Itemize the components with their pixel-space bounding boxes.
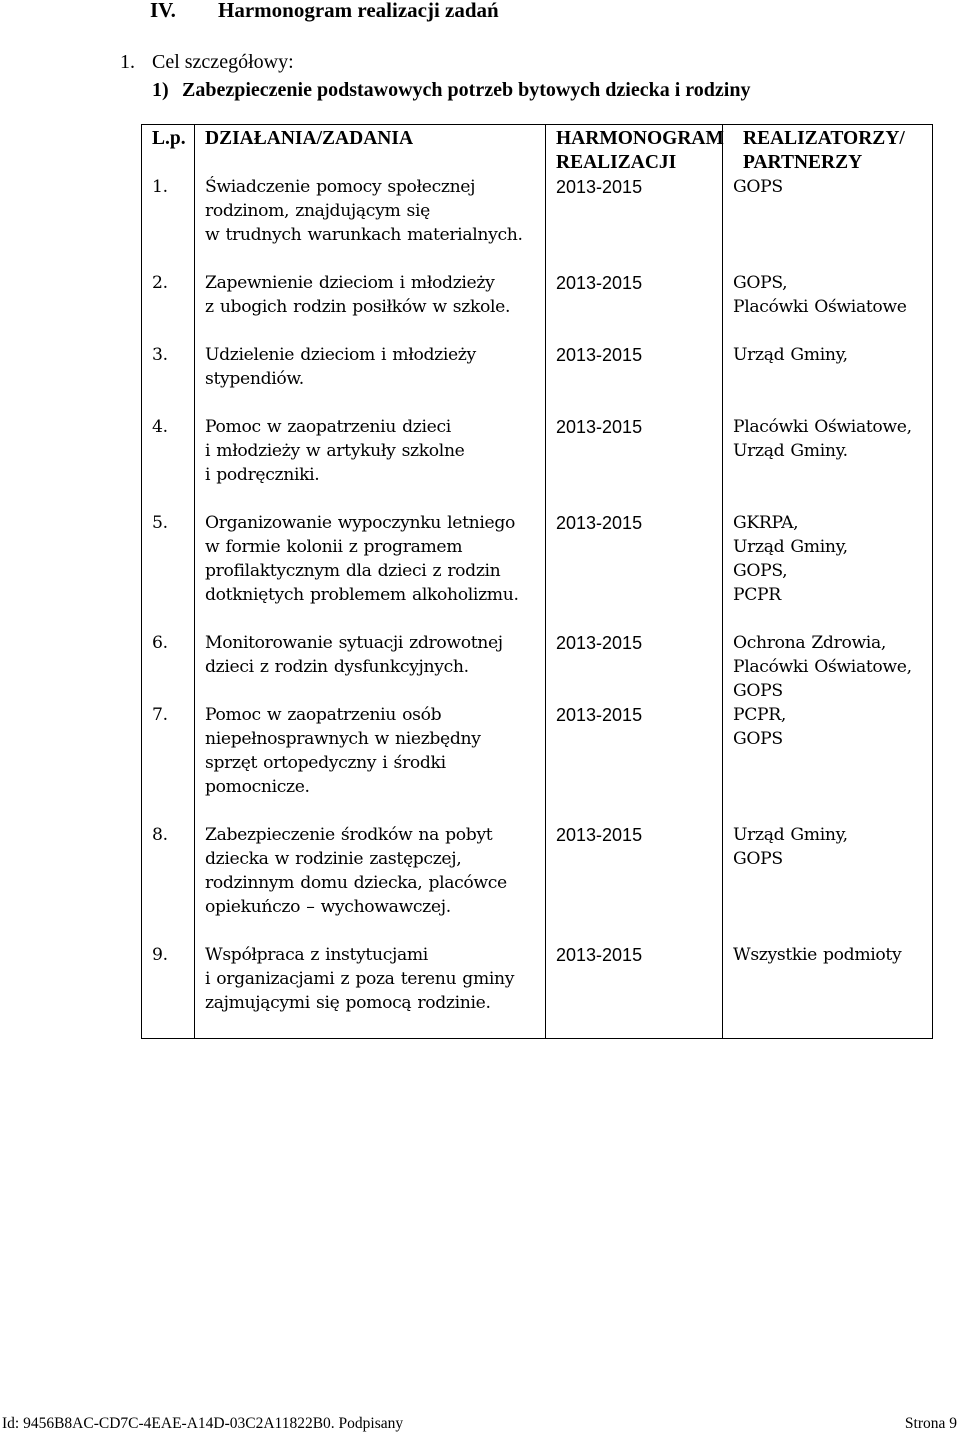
row-schedule: 2013-2015 xyxy=(546,823,723,943)
table-row xyxy=(142,271,933,343)
goal-sub-title: Zabezpieczenie podstawowych potrzeb bytowych dziecka i rodziny xyxy=(182,79,751,101)
row-task: Zapewnienie dzieciom i młodzieży z ubogich rodzin posiłków w szkole. xyxy=(195,271,546,343)
row-number: 3. xyxy=(142,343,195,415)
row-number: 5. xyxy=(142,511,195,631)
document-id: Id: 9456B8AC-CD7C-4EAE-A14D-03C2A11822B0. Podpisany xyxy=(2,1415,404,1432)
row-implementers: Wszystkie podmioty xyxy=(723,943,933,1038)
table-row xyxy=(142,175,933,271)
row-implementers: GOPS xyxy=(723,175,933,271)
row-number: 1. xyxy=(142,175,195,271)
section-number: IV. xyxy=(150,0,176,22)
row-schedule: 2013-2015 xyxy=(546,943,723,1038)
row-schedule: 2013-2015 xyxy=(546,703,723,823)
schedule-table xyxy=(141,124,933,1039)
row-implementers: PCPR, GOPS xyxy=(723,703,933,823)
row-task: Świadczenie pomocy społecznej rodzinom, znajdującym się w trudnych warunkach materialnych. xyxy=(195,175,546,271)
row-task: Pomoc w zaopatrzeniu dzieci i młodzieży w artykuły szkolne i podręczniki. xyxy=(195,415,546,511)
section-heading xyxy=(150,0,499,22)
goal-label: Cel szczegółowy: xyxy=(152,51,294,73)
row-implementers: Urząd Gminy, GOPS xyxy=(723,823,933,943)
header-implementers: REALIZATORZY/ PARTNERZY xyxy=(723,125,933,176)
row-implementers: GKRPA, Urząd Gminy, GOPS, PCPR xyxy=(723,511,933,631)
row-number: 6. xyxy=(142,631,195,703)
row-task: Udzielenie dzieciom i młodzieży stypendiów. xyxy=(195,343,546,415)
goal-sub-number: 1) xyxy=(152,79,169,101)
row-number: 9. xyxy=(142,943,195,1038)
row-schedule: 2013-2015 xyxy=(546,511,723,631)
section-title: Harmonogram realizacji zadań xyxy=(218,0,499,22)
goal-number: 1. xyxy=(120,51,135,73)
row-schedule: 2013-2015 xyxy=(546,415,723,511)
row-schedule: 2013-2015 xyxy=(546,343,723,415)
row-task: Pomoc w zaopatrzeniu osób niepełnosprawnych w niezbędny sprzęt ortopedyczny i środki pomocnicze. xyxy=(195,703,546,823)
row-task: Organizowanie wypoczynku letniego w formie kolonii z programem profilaktycznym dla dzieci z rodzin dotkniętych problemem alkoholizmu. xyxy=(195,511,546,631)
row-task: Zabezpieczenie środków na pobyt dziecka w rodzinie zastępczej, rodzinnym domu dziecka, placówce opiekuńczo – wychowawczej. xyxy=(195,823,546,943)
row-number: 4. xyxy=(142,415,195,511)
table-row xyxy=(142,703,933,823)
row-schedule: 2013-2015 xyxy=(546,631,723,703)
header-task: DZIAŁANIA/ZADANIA xyxy=(195,125,546,176)
header-lp: L.p. xyxy=(142,125,195,176)
table-row xyxy=(142,343,933,415)
goal-subheading xyxy=(152,78,751,102)
row-task: Współpraca z instytucjami i organizacjami z poza terenu gminy zajmującymi się pomocą rodzinie. xyxy=(195,943,546,1038)
row-task: Monitorowanie sytuacji zdrowotnej dzieci z rodzin dysfunkcyjnych. xyxy=(195,631,546,703)
row-number: 8. xyxy=(142,823,195,943)
table-row xyxy=(142,415,933,511)
page-number: Strona 9 xyxy=(904,1415,957,1432)
table-row xyxy=(142,631,933,703)
header-schedule: HARMONOGRAM REALIZACJI xyxy=(546,125,723,176)
row-schedule: 2013-2015 xyxy=(546,271,723,343)
row-number: 2. xyxy=(142,271,195,343)
row-implementers: Placówki Oświatowe, Urząd Gminy. xyxy=(723,415,933,511)
table-header-row xyxy=(142,125,933,176)
table-row xyxy=(142,943,933,1038)
table-row xyxy=(142,511,933,631)
row-implementers: Ochrona Zdrowia, Placówki Oświatowe, GOPS xyxy=(723,631,933,703)
row-implementers: Urząd Gminy, xyxy=(723,343,933,415)
table-row xyxy=(142,823,933,943)
row-implementers: GOPS, Placówki Oświatowe xyxy=(723,271,933,343)
goal-heading xyxy=(120,50,294,74)
row-number: 7. xyxy=(142,703,195,823)
row-schedule: 2013-2015 xyxy=(546,175,723,271)
